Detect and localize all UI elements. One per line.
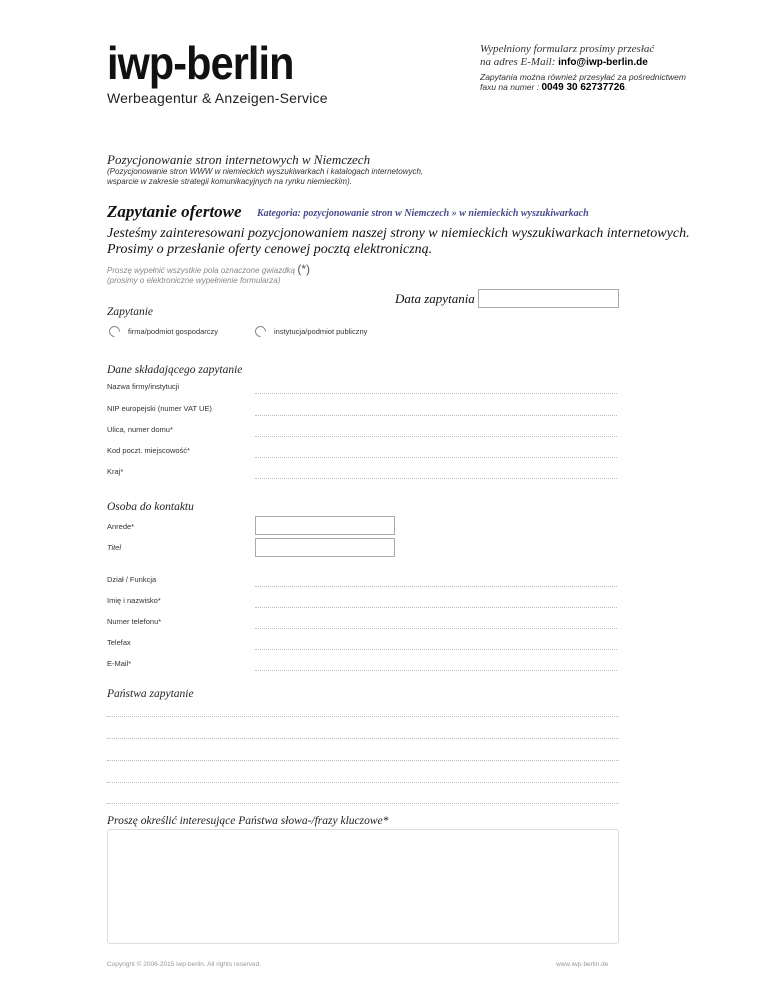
countries-line-4[interactable] bbox=[107, 782, 619, 783]
anrede-select[interactable] bbox=[255, 516, 395, 535]
field-label-vat: NIP europejski (numer VAT UE) bbox=[107, 404, 212, 413]
service-desc-line2: wsparcie w zakresie strategii komunikacyjnych na rynku niemieckim). bbox=[107, 177, 352, 186]
contact-line1: Wypełniony formularz prosimy przesłać bbox=[480, 43, 655, 55]
inquiry-heading: Zapytanie ofertowe bbox=[107, 202, 242, 221]
field-input-postal[interactable] bbox=[255, 457, 617, 458]
field-label-fax: Telefax bbox=[107, 638, 131, 647]
contact-line2 bbox=[480, 56, 710, 69]
note-line1-text: Proszę wypełnić wszystkie pola oznaczone gwiazdką bbox=[107, 266, 296, 275]
field-input-company[interactable] bbox=[255, 393, 617, 394]
radio-institution[interactable] bbox=[253, 324, 269, 340]
field-input-vat[interactable] bbox=[255, 415, 617, 416]
service-desc-line1: (Pozycjonowanie stron WWW w niemieckich wyszukiwarkach i katalogach internetowych, bbox=[107, 167, 424, 176]
countries-line-3[interactable] bbox=[107, 760, 619, 761]
field-label-street: Ulica, numer domu* bbox=[107, 425, 173, 434]
contact-line2-prefix: na adres E-Mail: bbox=[480, 56, 556, 68]
company-tagline: Werbeagentur & Anzeigen-Service bbox=[107, 90, 328, 106]
field-label-name: Imię i nazwisko* bbox=[107, 596, 161, 605]
countries-title: Państwa zapytanie bbox=[107, 688, 194, 700]
date-label: Data zapytania bbox=[395, 291, 475, 306]
radio-company-label: firma/podmiot gospodarczy bbox=[128, 327, 219, 336]
field-input-street[interactable] bbox=[255, 436, 617, 437]
requester-type-title: Zapytanie bbox=[107, 306, 153, 318]
field-label-titel: Titel bbox=[107, 543, 122, 552]
fax-line2 bbox=[480, 82, 720, 93]
date-input[interactable] bbox=[478, 289, 619, 308]
note-line1 bbox=[107, 264, 310, 276]
fax-number: 0049 30 62737726 bbox=[541, 82, 625, 93]
inquiry-intro-line2: Prosimy o przesłanie oferty cenowej pocztą elektroniczną. bbox=[107, 242, 433, 257]
fax-line2-prefix: faxu na numer : bbox=[480, 82, 540, 92]
category-breadcrumb: Kategoria: pozycjonowanie stron w Niemczech » w niemieckich wyszukiwarkach bbox=[257, 208, 589, 219]
service-title: Pozycjonowanie stron internetowych w Niemczech bbox=[107, 152, 371, 167]
countries-line-5[interactable] bbox=[107, 803, 619, 804]
field-label-country: Kraj* bbox=[107, 467, 124, 476]
radio-company[interactable] bbox=[107, 324, 123, 340]
footer-copyright: Copyright © 2006-2015 iwp-berlin. All rights reserved. bbox=[107, 961, 262, 968]
contact-person-title: Osoba do kontaktu bbox=[107, 501, 194, 513]
field-input-fax[interactable] bbox=[255, 649, 617, 650]
service-description bbox=[107, 167, 423, 187]
company-logo: iwp-berlin bbox=[107, 37, 294, 89]
contact-email-link[interactable]: info@iwp-berlin.de bbox=[558, 57, 648, 68]
field-label-email: E-Mail* bbox=[107, 659, 132, 668]
keywords-textarea[interactable] bbox=[107, 829, 619, 944]
field-input-phone[interactable] bbox=[255, 628, 617, 629]
keywords-title: Proszę określić interesujące Państwa słowa-/frazy kluczowe* bbox=[107, 815, 389, 827]
fax-instructions bbox=[480, 72, 720, 93]
field-input-country[interactable] bbox=[255, 478, 617, 479]
field-label-postal: Kod poczt. miejscowość* bbox=[107, 446, 190, 455]
field-label-phone: Numer telefonu* bbox=[107, 617, 162, 626]
field-input-department[interactable] bbox=[255, 586, 617, 587]
requester-data-title: Dane składającego zapytanie bbox=[107, 364, 243, 376]
field-label-anrede: Anrede* bbox=[107, 522, 135, 531]
footer-url[interactable]: www.iwp-berlin.de bbox=[556, 961, 609, 968]
inquiry-intro bbox=[107, 226, 707, 258]
field-label-department: Dział / Funkcja bbox=[107, 575, 157, 584]
radio-institution-label: instytucja/podmiot publiczny bbox=[274, 327, 368, 336]
field-input-email[interactable] bbox=[255, 670, 617, 671]
fax-suffix: . bbox=[624, 82, 628, 92]
titel-select[interactable] bbox=[255, 538, 395, 557]
note-line2: (prosimy o elektroniczne wypełnienie formularza) bbox=[107, 276, 281, 285]
countries-line-2[interactable] bbox=[107, 738, 619, 739]
countries-line-1[interactable] bbox=[107, 716, 619, 717]
inquiry-intro-line1: Jesteśmy zainteresowani pozycjonowaniem naszej strony w niemieckich wyszukiwarkach internetowych. bbox=[107, 226, 690, 241]
fax-line1: Zapytania można również przesyłać za pośrednictwem bbox=[480, 72, 686, 82]
required-fields-note bbox=[107, 264, 310, 286]
required-star: (*) bbox=[297, 262, 310, 276]
field-input-name[interactable] bbox=[255, 607, 617, 608]
field-label-company: Nazwa firmy/instytucji bbox=[107, 382, 180, 391]
contact-instructions bbox=[480, 43, 710, 69]
